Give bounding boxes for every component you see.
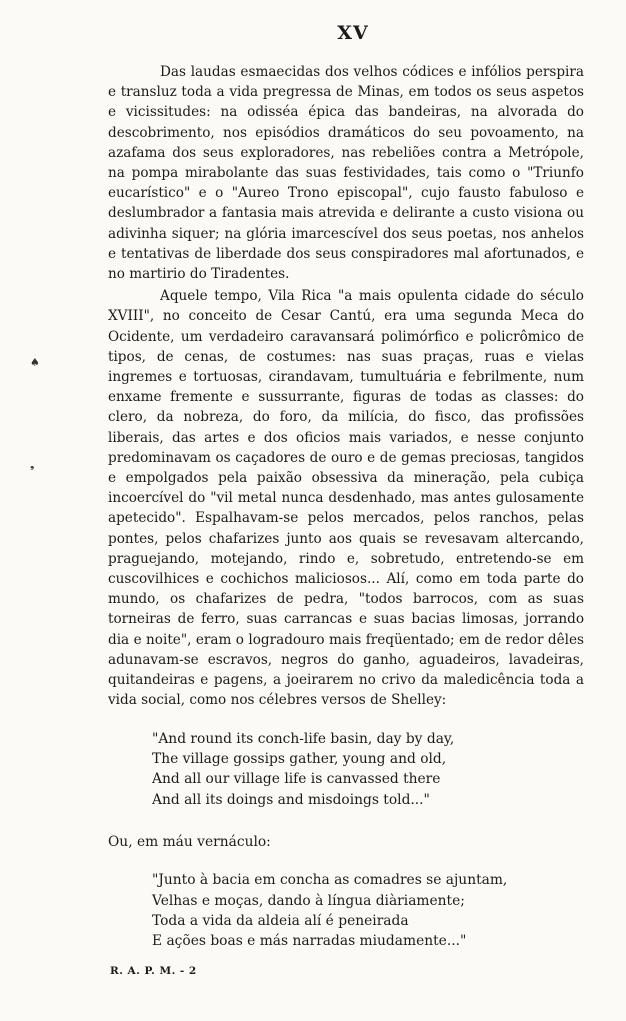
verse-line: Toda a vida da aldeia alí é peneirada	[152, 912, 409, 929]
paragraph-1: Das laudas esmaecidas dos velhos códices e infólios perspira e transluz toda a vida pregressa de Minas, em todos os seus aspetos e vicissitudes: na odisséa épica das bandeiras, na alvorada do descobrimento, nos episódios dramáticos do seu povoamento, na azafama dos seus exploradores, nas rebeliões contra a Metrópole, na pompa mirabolante das suas festividades, tais como o "Triunfo eucarístico" e o "Aureo Trono episcopal", cujo fausto fabuloso e deslumbrador a fantasia mais atrevida e delirante a custo visiona ou adivinha siquer; na glória imarcescível dos seus poetas, nos anhelos e tentativas de liberdade dos seus conspiradores mal afortunados, e no martirio do Tiradentes.	[108, 64, 584, 283]
verse-line: And all its doings and misdoings told..."	[152, 791, 430, 808]
footer-signature: R. A. P. M. - 2	[110, 965, 197, 977]
verse-line: Velhas e moças, dando à língua diàriamente;	[152, 892, 465, 909]
english-verse	[152, 729, 584, 811]
margin-mark: ❟	[30, 458, 35, 471]
verse-line: The village gossips gather, young and old,	[152, 750, 447, 767]
verse-line: "And round its conch-life basin, day by day,	[152, 730, 455, 747]
margin-mark: ♠	[30, 356, 40, 369]
verse-line: And all our village life is canvassed there	[152, 771, 441, 788]
paragraph-2: Aquele tempo, Vila Rica "a mais opulenta cidade do século XVIII", no conceito de Cesar Cantú, era uma segunda Meca do Ocidente, um verdadeiro caravansará polimórfico e policrômico de tipos, de cenas, de costumes: nas suas praças, ruas e vielas ingremes e tortuosas, cirandavam, tumultuária e febrilmente, num enxame fremente e sussurrante, figuras de todas as classes: do clero, da nobreza, do foro, da milícia, do fisco, das profissões liberais, das artes e dos oficios mais variados, e nesse conjunto predominavam os caçadores de ouro e de gemas preciosas, tangidos e empolgados pela paixão obsessiva da mineração, pela cubiça incoercível do "vil metal nunca desdenhado, mas antes gulosamente apetecido". Espalhavam-se pelos mercados, pelos ranchos, pelas pontes, pelos chafarizes junto aos quais se revesavam altercando, praguejando, motejando, rindo e, sobretudo, entretendo-se em cuscovilhices e cochichos maliciosos... Alí, como em toda parte do mundo, os chafarizes de pedra, "todos barrocos, com as suas torneiras de ferro, suas carrancas e suas bacias limosas, jorrando dia e noite", eram o logradouro mais freqüentado; em de redor dêles adunavam-se escravos, negros do ganho, aguadeiros, lavadeiras, quitandeiras e pagens, a joeirarem no crivo da maledicência toda a vida social, como nos célebres versos de Shelley:	[108, 288, 584, 709]
verse-line: E ações boas e más narradas miudamente..."	[152, 933, 467, 950]
transition-line: Ou, em máu vernáculo:	[108, 834, 271, 851]
verse-line: "Junto à bacia em concha as comadres se ajuntam,	[152, 872, 508, 889]
portuguese-verse	[152, 870, 584, 952]
page-number: XV	[337, 22, 369, 44]
